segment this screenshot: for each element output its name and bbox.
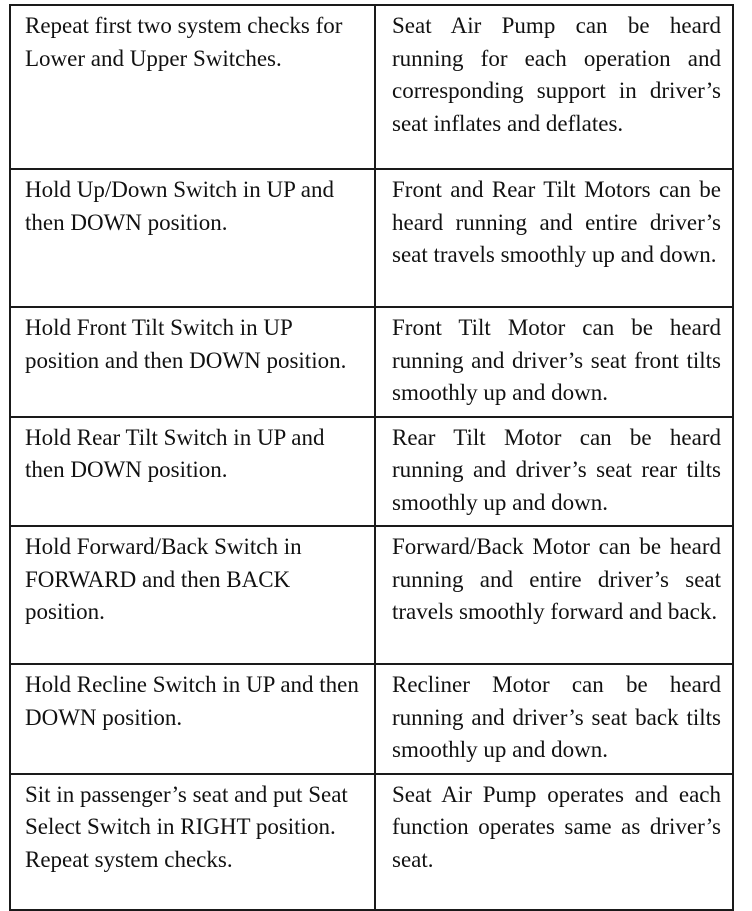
result-cell: Forward/Back Motor can be heard running and entire driver’s seat travels smoothly forward and back. <box>375 526 733 664</box>
action-cell: Hold Rear Tilt Switch in UP and then DOWN position. <box>10 417 375 527</box>
action-cell: Hold Forward/Back Switch in FORWARD and then BACK position. <box>10 526 375 664</box>
result-cell: Rear Tilt Motor can be heard running and driver’s seat rear tilts smoothly up and down. <box>375 417 733 527</box>
action-cell: Sit in passenger’s seat and put Seat Select Switch in RIGHT position. Repeat system checks. <box>10 774 375 910</box>
table-row <box>10 774 733 910</box>
system-check-table <box>9 4 734 911</box>
action-cell: Hold Recline Switch in UP and then DOWN position. <box>10 664 375 774</box>
action-cell: Hold Up/Down Switch in UP and then DOWN position. <box>10 169 375 307</box>
table-row <box>10 5 733 169</box>
result-cell: Seat Air Pump can be heard running for each operation and corresponding support in driver’s seat inflates and deflates. <box>375 5 733 169</box>
table-row <box>10 417 733 527</box>
action-cell: Hold Front Tilt Switch in UP position and then DOWN position. <box>10 307 375 417</box>
table-row <box>10 307 733 417</box>
result-cell: Seat Air Pump operates and each function operates same as driver’s seat. <box>375 774 733 910</box>
table-row <box>10 526 733 664</box>
result-cell: Front and Rear Tilt Motors can be heard running and entire driver’s seat travels smoothly up and down. <box>375 169 733 307</box>
action-cell: Repeat first two system checks for Lower and Upper Switches. <box>10 5 375 169</box>
table-row <box>10 169 733 307</box>
result-cell: Front Tilt Motor can be heard running and driver’s seat front tilts smoothly up and down. <box>375 307 733 417</box>
table-row <box>10 664 733 774</box>
result-cell: Recliner Motor can be heard running and driver’s seat back tilts smoothly up and down. <box>375 664 733 774</box>
